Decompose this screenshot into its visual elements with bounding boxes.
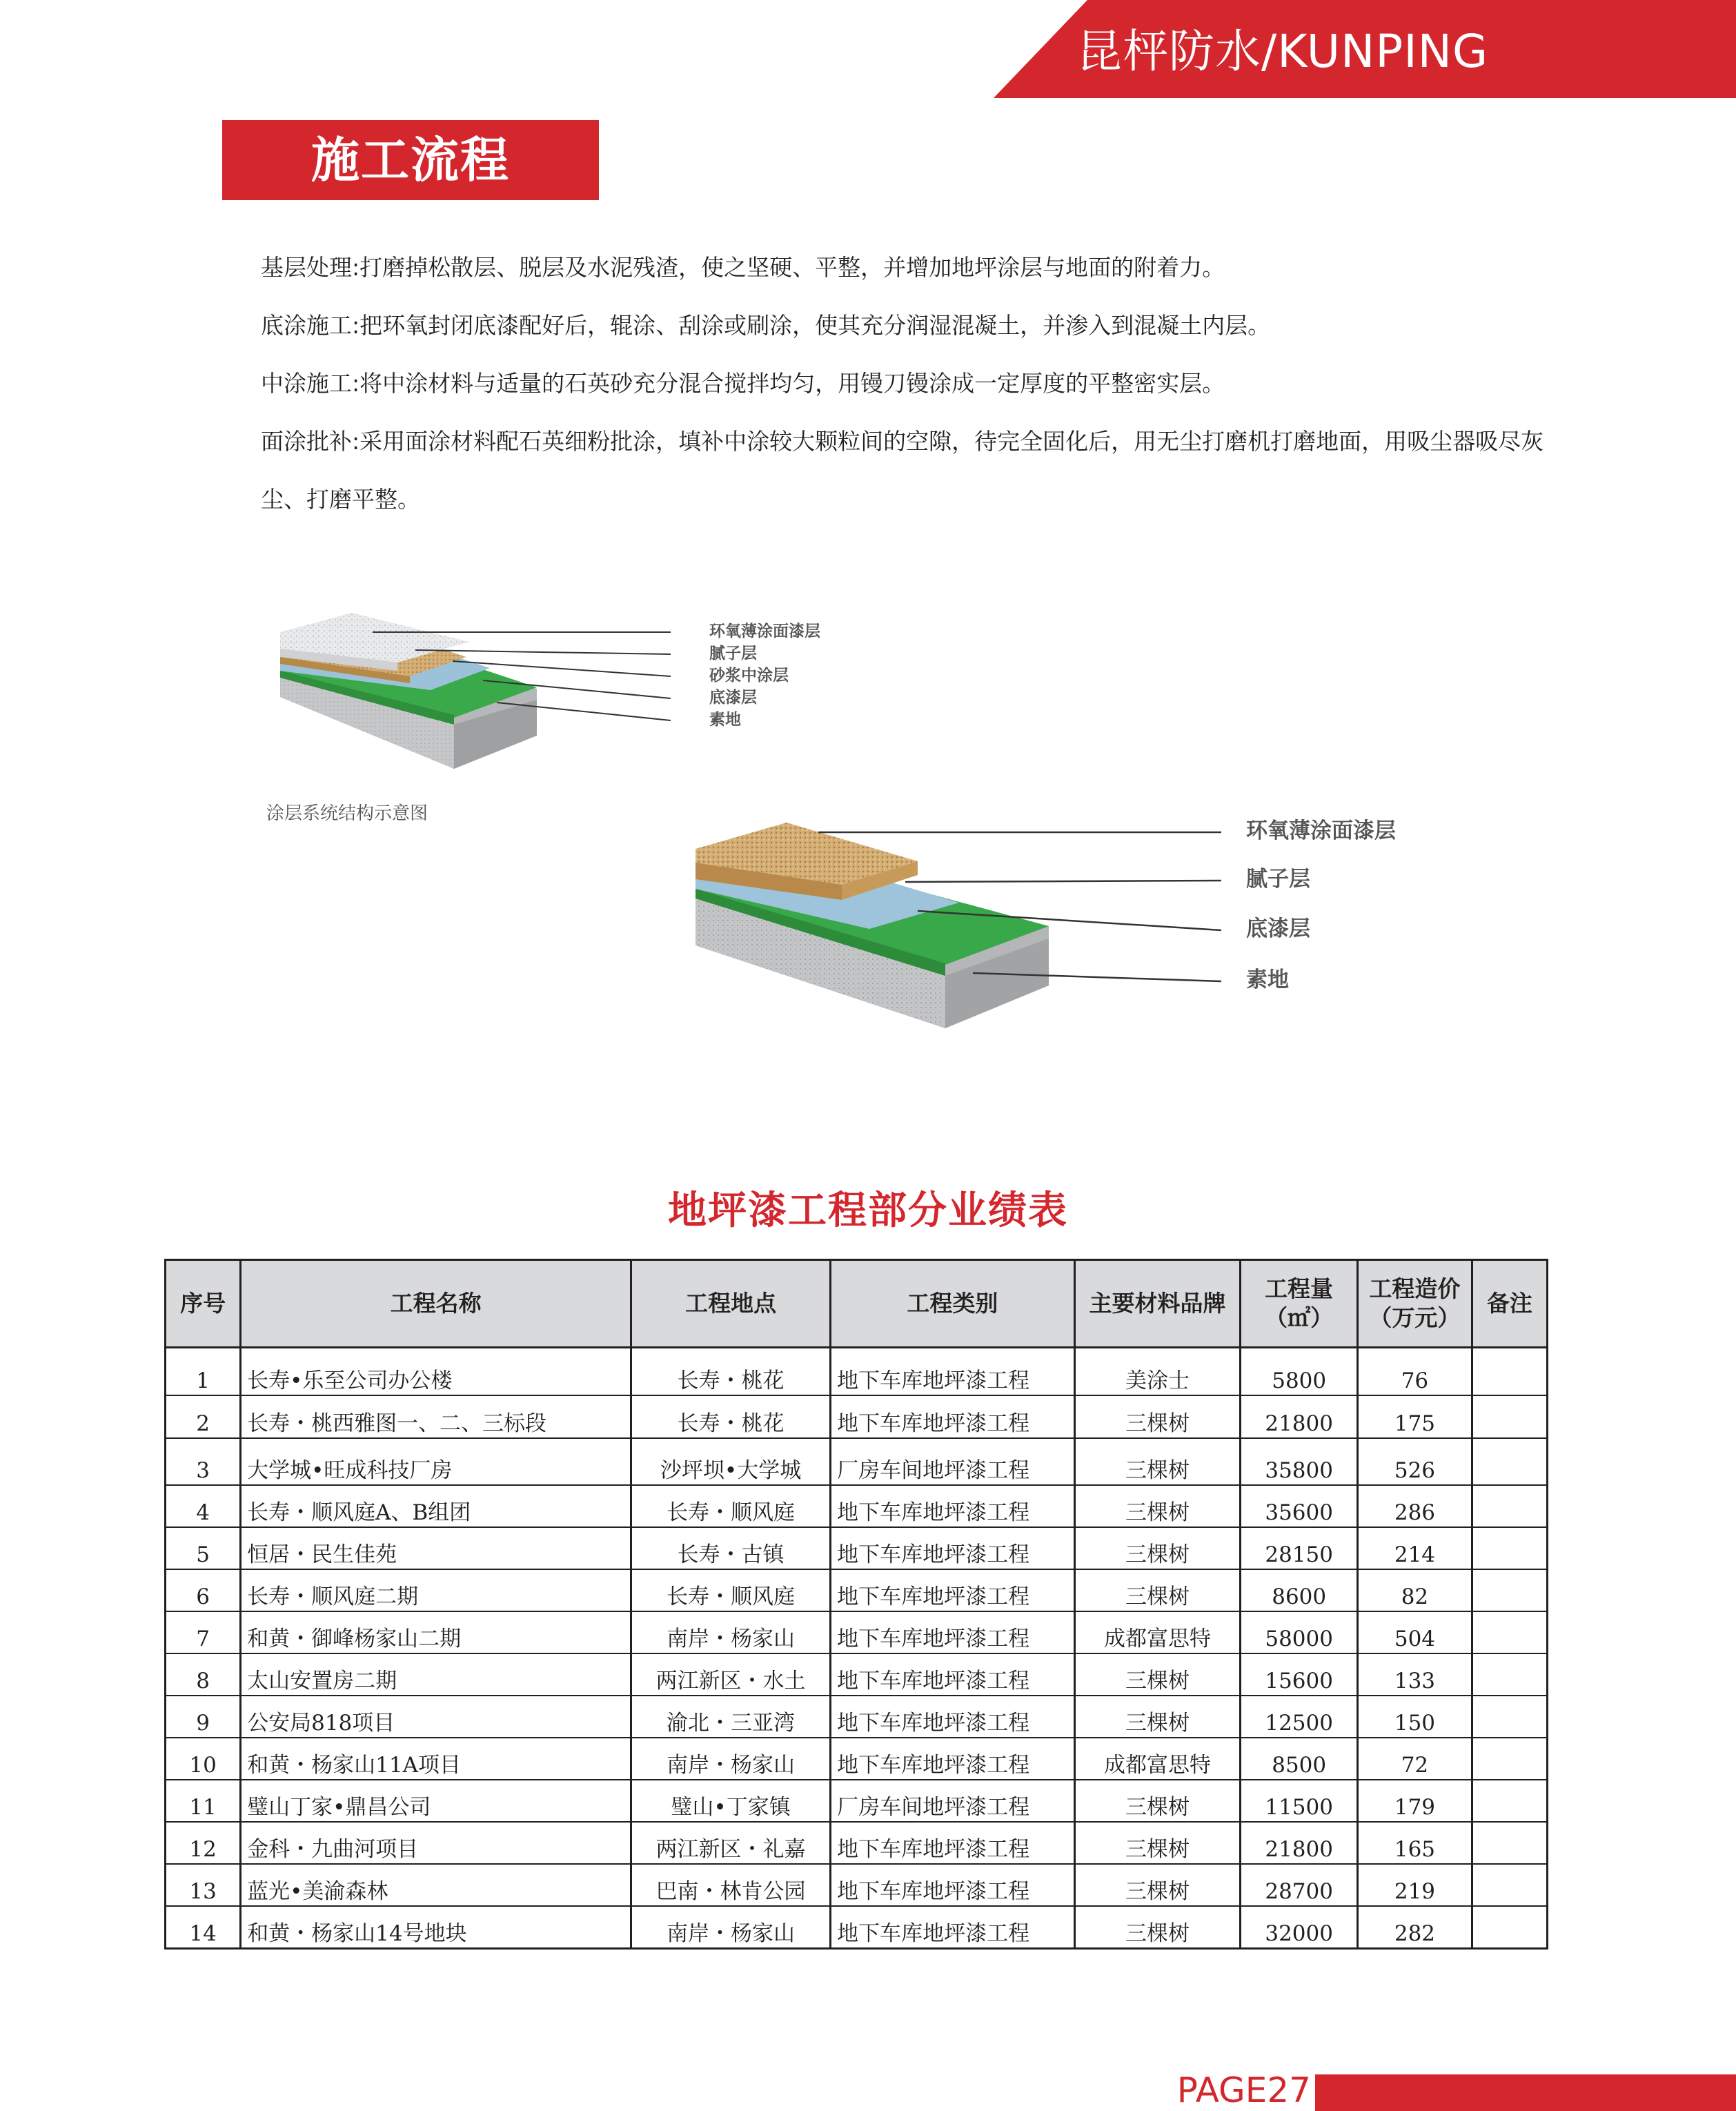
step-primer: 底涂施工:把环氧封闭底漆配好后，辊涂、刮涂或刷涂，使其充分润湿混凝土，并渗入到混凝土内层。: [261, 312, 1271, 339]
header-no: 序号: [166, 1260, 241, 1348]
cell-area: 21800: [1241, 1395, 1358, 1438]
header-category: 工程类别: [831, 1260, 1075, 1348]
cell-cost: 286: [1358, 1485, 1472, 1527]
cell-area: 35800: [1241, 1438, 1358, 1485]
table-row: [166, 1864, 1548, 1906]
cell-location: 渝北・三亚湾: [631, 1696, 831, 1738]
table-row: [166, 1395, 1548, 1438]
cell-no: 8: [166, 1653, 241, 1696]
diagram1-label-putty: 腻子层: [709, 645, 757, 662]
cell-name: 长寿•乐至公司办公楼: [241, 1348, 631, 1396]
diagram1-label-primer: 底漆层: [709, 689, 757, 707]
cell-location: 长寿・顺风庭: [631, 1485, 831, 1527]
cell-area: 28700: [1241, 1864, 1358, 1906]
cell-category: 地下车库地坪漆工程: [831, 1696, 1075, 1738]
cell-no: 5: [166, 1527, 241, 1569]
cell-no: 6: [166, 1569, 241, 1611]
cell-remark: [1472, 1527, 1547, 1569]
cell-cost: 76: [1358, 1348, 1472, 1396]
cell-category: 地下车库地坪漆工程: [831, 1653, 1075, 1696]
cell-remark: [1472, 1780, 1547, 1822]
cell-no: 14: [166, 1906, 241, 1949]
cell-name: 长寿・顺风庭二期: [241, 1569, 631, 1611]
header-cost: [1358, 1260, 1472, 1348]
cell-no: 3: [166, 1438, 241, 1485]
cell-cost: 165: [1358, 1822, 1472, 1864]
cell-area: 28150: [1241, 1527, 1358, 1569]
cell-cost: 282: [1358, 1906, 1472, 1949]
cell-brand: 成都富思特: [1074, 1738, 1241, 1780]
cell-remark: [1472, 1864, 1547, 1906]
cell-area: 15600: [1241, 1653, 1358, 1696]
cell-cost: 72: [1358, 1738, 1472, 1780]
cell-remark: [1472, 1611, 1547, 1653]
cell-name: 和黄・杨家山14号地块: [241, 1906, 631, 1949]
diagram2-label-topcoat: 环氧薄涂面漆层: [1246, 818, 1396, 843]
cell-remark: [1472, 1653, 1547, 1696]
cell-area: 8600: [1241, 1569, 1358, 1611]
cell-no: 7: [166, 1611, 241, 1653]
cell-category: 地下车库地坪漆工程: [831, 1906, 1075, 1949]
table-title: 地坪漆工程部分业绩表: [668, 1188, 1068, 1233]
table-row: [166, 1569, 1548, 1611]
cell-cost: 82: [1358, 1569, 1472, 1611]
cell-remark: [1472, 1696, 1547, 1738]
cell-brand: 成都富思特: [1074, 1611, 1241, 1653]
table-row: [166, 1611, 1548, 1653]
cell-category: 地下车库地坪漆工程: [831, 1527, 1075, 1569]
cell-remark: [1472, 1395, 1547, 1438]
cell-area: 5800: [1241, 1348, 1358, 1396]
cell-name: 金科・九曲河项目: [241, 1822, 631, 1864]
step-substrate-treatment: 基层处理:打磨掉松散层、脱层及水泥残渣，使之坚硬、平整，并增加地坪涂层与地面的附着力。: [261, 254, 1225, 281]
diagram2-label-putty: 腻子层: [1246, 867, 1310, 892]
table-header-row: [166, 1260, 1548, 1348]
cell-name: 璧山丁家•鼎昌公司: [241, 1780, 631, 1822]
table-row: [166, 1906, 1548, 1949]
cell-name: 和黄・御峰杨家山二期: [241, 1611, 631, 1653]
table-row: [166, 1780, 1548, 1822]
cell-brand: 三棵树: [1074, 1485, 1241, 1527]
cell-brand: 美涂士: [1074, 1348, 1241, 1396]
cell-cost: 150: [1358, 1696, 1472, 1738]
header-area-line2: （㎡）: [1265, 1304, 1334, 1331]
diagram1-label-topcoat: 环氧薄涂面漆层: [709, 622, 820, 640]
cell-area: 11500: [1241, 1780, 1358, 1822]
cell-area: 32000: [1241, 1906, 1358, 1949]
cell-no: 4: [166, 1485, 241, 1527]
cell-remark: [1472, 1348, 1547, 1396]
cell-area: 8500: [1241, 1738, 1358, 1780]
cell-remark: [1472, 1738, 1547, 1780]
cell-remark: [1472, 1438, 1547, 1485]
header-cost-line1: 工程造价: [1369, 1275, 1461, 1302]
cell-category: 地下车库地坪漆工程: [831, 1395, 1075, 1438]
cell-cost: 526: [1358, 1438, 1472, 1485]
cell-category: 地下车库地坪漆工程: [831, 1738, 1075, 1780]
cell-name: 大学城•旺成科技厂房: [241, 1438, 631, 1485]
cell-location: 长寿・古镇: [631, 1527, 831, 1569]
page-number: PAGE27: [1176, 2070, 1311, 2110]
cell-name: 公安局818项目: [241, 1696, 631, 1738]
cell-remark: [1472, 1906, 1547, 1949]
cell-brand: 三棵树: [1074, 1906, 1241, 1949]
cell-no: 11: [166, 1780, 241, 1822]
cell-cost: 179: [1358, 1780, 1472, 1822]
header-cost-line2: （万元）: [1369, 1304, 1461, 1331]
cell-brand: 三棵树: [1074, 1438, 1241, 1485]
table-row: [166, 1485, 1548, 1527]
cell-area: 12500: [1241, 1696, 1358, 1738]
cell-location: 长寿・桃花: [631, 1348, 831, 1396]
cell-name: 蓝光•美渝森林: [241, 1864, 631, 1906]
cell-no: 1: [166, 1348, 241, 1396]
table-row: [166, 1348, 1548, 1396]
cell-location: 两江新区・水土: [631, 1653, 831, 1696]
brand-name: 昆枰防水/KUNPING: [1076, 25, 1489, 78]
cell-category: 地下车库地坪漆工程: [831, 1822, 1075, 1864]
performance-table: [164, 1259, 1548, 1950]
cell-name: 和黄・杨家山11A项目: [241, 1738, 631, 1780]
cell-remark: [1472, 1822, 1547, 1864]
header-area: [1241, 1260, 1358, 1348]
cell-cost: 133: [1358, 1653, 1472, 1696]
header-name: 工程名称: [241, 1260, 631, 1348]
cell-no: 12: [166, 1822, 241, 1864]
cell-brand: 三棵树: [1074, 1864, 1241, 1906]
header-brand: 主要材料品牌: [1074, 1260, 1241, 1348]
header-remark: 备注: [1472, 1260, 1547, 1348]
diagram-caption: 涂层系统结构示意图: [266, 803, 428, 824]
cell-location: 巴南・林肯公园: [631, 1864, 831, 1906]
coating-structure-diagram-1: [262, 580, 856, 787]
diagram1-label-substrate: 素地: [709, 711, 741, 729]
cell-category: 厂房车间地坪漆工程: [831, 1438, 1075, 1485]
cell-no: 2: [166, 1395, 241, 1438]
cell-location: 南岸・杨家山: [631, 1906, 831, 1949]
cell-area: 35600: [1241, 1485, 1358, 1527]
cell-cost: 219: [1358, 1864, 1472, 1906]
table-row: [166, 1696, 1548, 1738]
cell-cost: 504: [1358, 1611, 1472, 1653]
cell-category: 厂房车间地坪漆工程: [831, 1780, 1075, 1822]
cell-category: 地下车库地坪漆工程: [831, 1485, 1075, 1527]
step-middle-coat: 中涂施工:将中涂材料与适量的石英砂充分混合搅拌均匀，用镘刀镘涂成一定厚度的平整密实层。: [261, 370, 1225, 397]
cell-location: 璧山•丁家镇: [631, 1780, 831, 1822]
cell-category: 地下车库地坪漆工程: [831, 1611, 1075, 1653]
coating-structure-diagram-2: [683, 807, 1442, 1063]
cell-brand: 三棵树: [1074, 1395, 1241, 1438]
cell-brand: 三棵树: [1074, 1822, 1241, 1864]
table-row: [166, 1822, 1548, 1864]
cell-brand: 三棵树: [1074, 1696, 1241, 1738]
section-title: 施工流程: [311, 132, 510, 188]
cell-no: 10: [166, 1738, 241, 1780]
cell-location: 南岸・杨家山: [631, 1738, 831, 1780]
cell-category: 地下车库地坪漆工程: [831, 1348, 1075, 1396]
cell-cost: 175: [1358, 1395, 1472, 1438]
cell-area: 21800: [1241, 1822, 1358, 1864]
cell-name: 恒居・民生佳苑: [241, 1527, 631, 1569]
cell-location: 长寿・顺风庭: [631, 1569, 831, 1611]
cell-brand: 三棵树: [1074, 1527, 1241, 1569]
cell-category: 地下车库地坪漆工程: [831, 1569, 1075, 1611]
footer-bar: [1315, 2074, 1736, 2111]
header-area-line1: 工程量: [1265, 1275, 1334, 1302]
diagram2-label-substrate: 素地: [1246, 968, 1289, 992]
table-row: [166, 1738, 1548, 1780]
cell-location: 两江新区・礼嘉: [631, 1822, 831, 1864]
cell-brand: 三棵树: [1074, 1569, 1241, 1611]
cell-name: 长寿・桃西雅图一、二、三标段: [241, 1395, 631, 1438]
diagram1-label-mortar: 砂浆中涂层: [709, 667, 789, 685]
diagram2-label-primer: 底漆层: [1246, 916, 1310, 941]
cell-location: 南岸・杨家山: [631, 1611, 831, 1653]
cell-remark: [1472, 1485, 1547, 1527]
table-row: [166, 1653, 1548, 1696]
cell-name: 太山安置房二期: [241, 1653, 631, 1696]
cell-location: 长寿・桃花: [631, 1395, 831, 1438]
cell-cost: 214: [1358, 1527, 1472, 1569]
header-location: 工程地点: [631, 1260, 831, 1348]
cell-no: 13: [166, 1864, 241, 1906]
cell-area: 58000: [1241, 1611, 1358, 1653]
cell-no: 9: [166, 1696, 241, 1738]
cell-remark: [1472, 1569, 1547, 1611]
cell-name: 长寿・顺风庭A、B组团: [241, 1485, 631, 1527]
cell-location: 沙坪坝•大学城: [631, 1438, 831, 1485]
cell-brand: 三棵树: [1074, 1653, 1241, 1696]
step-top-coat-filling: 面涂批补:采用面涂材料配石英细粉批涂，填补中涂较大颗粒间的空隙，待完全固化后，用无尘打磨机打磨地面，用吸尘器吸尽灰尘、打磨平整。: [261, 428, 1544, 513]
cell-category: 地下车库地坪漆工程: [831, 1864, 1075, 1906]
table-row: [166, 1438, 1548, 1485]
cell-brand: 三棵树: [1074, 1780, 1241, 1822]
table-row: [166, 1527, 1548, 1569]
